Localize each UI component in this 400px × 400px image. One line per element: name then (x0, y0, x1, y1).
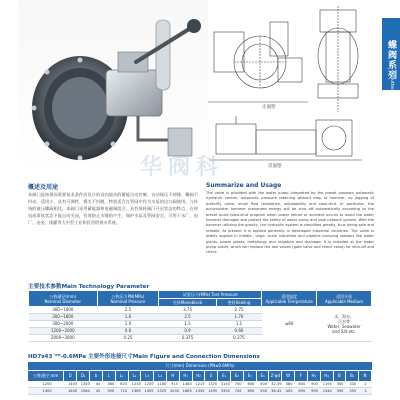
cell: 745 (234, 388, 242, 393)
dims-column-header: L₃ (141, 371, 154, 381)
tech-table (28, 290, 372, 342)
tech-table-title: 主要技术参数Main Technology Parameter (28, 284, 150, 290)
cell: 1340 (80, 381, 90, 386)
front-view-caption: 正面型 (262, 105, 276, 110)
dims-column-header: L₂ (129, 371, 142, 381)
cell: 390 (107, 388, 115, 393)
dims-column-header: H₄ (321, 371, 334, 381)
dims-header-top: 尺寸(mm) Dimension (PN≤0.6MPa) (28, 362, 372, 370)
cell: 2.5 (159, 314, 216, 321)
dims-table (28, 362, 372, 400)
cell: 500 (260, 381, 268, 386)
cell: 600 (247, 381, 255, 386)
cell: 2 (364, 388, 367, 393)
cell: 2000~3000 (29, 335, 98, 342)
col-pn: 公称压力PN(MPa) Nominal Pressure (97, 291, 159, 307)
cell: 0.6 (97, 328, 159, 335)
cell: 1335 (195, 388, 205, 393)
cell: 1370 (208, 381, 218, 386)
cell: 380 (285, 381, 293, 386)
cell: 620 (120, 381, 127, 386)
cell: 32-39 (271, 381, 282, 386)
cell: 900 (311, 381, 318, 386)
cell: 1200~2000 (29, 328, 98, 335)
cell: 1200 (42, 381, 52, 386)
cell: 0.375 (159, 335, 216, 342)
cell: 700 (234, 381, 242, 386)
series-tab (382, 18, 400, 125)
cell: 1480 (182, 381, 192, 386)
dims-column-header: H (167, 371, 180, 381)
cell: 1255 (144, 381, 154, 386)
cell: 36-42 (271, 388, 282, 393)
cell: 650 (247, 388, 255, 393)
cell: 1405 (68, 381, 78, 386)
cell: 355 (349, 388, 357, 393)
cell: 1560 (80, 388, 90, 393)
cell: 40 (95, 381, 101, 386)
cell: 1455 (144, 388, 154, 393)
dims-column-header: E₁ (218, 371, 231, 381)
cell: 330 (349, 381, 357, 386)
cell: 1180 (157, 381, 167, 386)
cell: 550 (260, 388, 268, 393)
rear-view-caption: 反面型 (268, 164, 282, 169)
cell: 2.75 (216, 307, 262, 314)
dims-column-header: L₁ (116, 371, 129, 381)
dims-column-header: D₁ (77, 371, 90, 381)
cell: 3350 (220, 388, 230, 393)
cell: 1.76 (216, 314, 262, 321)
cell: 350 (336, 381, 344, 386)
cell: 3150 (220, 381, 230, 386)
overview-heading-cn: 概述及用途 (28, 184, 59, 191)
watermark: 华阀科 (140, 155, 225, 180)
dims-column-header: E (205, 371, 218, 381)
table-row (28, 381, 372, 388)
dims-column-header: N (359, 371, 372, 381)
cell: 1325 (157, 388, 167, 393)
cell: 1.5 (159, 321, 216, 328)
dims-rows (28, 381, 372, 395)
col-seal: 密封Sealing (216, 299, 262, 307)
dims-column-header: H₁ (180, 371, 193, 381)
temp-value: ≤80 (262, 307, 317, 342)
cell: 1400 (42, 388, 52, 393)
dims-column-header: b (90, 371, 103, 381)
cell: 1.6 (97, 314, 159, 321)
dims-column-header: B (334, 371, 347, 381)
series-title-cn: 蝶阀系列 (386, 40, 396, 80)
cell: 405 (285, 388, 293, 393)
dims-column-header: E₃ (244, 371, 257, 381)
cell: 1630 (68, 388, 78, 393)
medium-value: 水、海水、 污水等 Water, Seawater and Silt etc. (317, 307, 372, 342)
dims-table-title: HD7s43´⁰ᴴ-0.6MPa 主要外形连接尺寸Main Figure and Connection Dimensions (28, 354, 260, 360)
front-view-drawing (208, 14, 308, 114)
cell: 395 (336, 388, 344, 393)
cell: 1665 (182, 388, 192, 393)
col-shell: 壳体Monoblock (159, 299, 216, 307)
dims-column-header: L (103, 371, 116, 381)
overview-body-cn: 本阀门是按现场需要技术条件而设计的双向流动的蓄能自动控制、自动保压不掉锤、蝶阀不抖动、适用小、具有可调性、慢关不抖跳，特别适合在管网中作为水泵的出口阀使用。与传统的液压蝶阀相比，本阀门采用蓄能器和电磁阀组合，具有保持阀门开启状态的特点，在停电或事故状态下能自动关闭，有效防止水锤的产生，保护水泵及管网安全。可用于水厂、电厂、冶金、排灌等大中型工业和民用给排水系统。 (28, 192, 198, 225)
cell: 1.1 (216, 321, 262, 328)
series-title-en: Butterfly Valve Series (389, 76, 394, 125)
dims-column-header: D (64, 371, 77, 381)
overview-heading-en: Summarize and Usage (206, 182, 282, 189)
cell: 710 (120, 388, 127, 393)
cell: 600 (298, 381, 306, 386)
overview-body-en: The valve is provided with the water pump integrated by the preset program automatic hydraulic control, automatic pressure retaining without drop of hammer, no jogging of butterfly valve, small flow resistance, adjustability and slow-shut. In particular, the accumulator hammer prevented energy will be shut off automatically according to the preset quick-/slow-shut program when power failure or accident occurs to avoid the water hammer damages and protect the safety of water pump and pipe network system. With the hammer utilizing the gravity, the hydraulic system is simplified greatly, thus being safe and reliable. At present it is applied generally in developed industrial countries. The valve is widely applied in middle-, large- scale industries and pipeline pumping stations like water plants, power plants, metallurgy and irrigation and drainage. It is installed at the water pump outlet, which can replace the two valves (gate valve and check valve) for shut-off and check. (206, 191, 374, 255)
col-test: 试验压力(MPa) Test Pressure (159, 291, 262, 299)
cell: 0.275 (216, 335, 262, 342)
cell: 300~1800 (29, 314, 98, 321)
col-temp: 适用温度 Applicable Temperature (262, 291, 317, 307)
dims-column-header: W (282, 371, 295, 381)
cell: 1235 (131, 381, 141, 386)
dims-column-header: E₂ (231, 371, 244, 381)
cell: 1195 (322, 381, 332, 386)
cell: 1495 (208, 388, 218, 393)
cell: 1.0 (97, 321, 159, 328)
dims-column-header: E₄ (257, 371, 270, 381)
product-photo (18, 0, 208, 172)
cell: 990 (311, 388, 318, 393)
col-dn: 公称通径(mm) Nominal Diameter (29, 291, 98, 307)
dims-column-header: B₁ (346, 371, 359, 381)
cell: 2.5 (97, 307, 159, 314)
cell: 1215 (195, 381, 205, 386)
cell: 1385 (131, 388, 141, 393)
cell: 300~1000 (29, 307, 98, 314)
cell: 0.25 (97, 335, 159, 342)
rear-view-drawing (206, 114, 366, 170)
cell: 915 (171, 381, 178, 386)
dims-column-header: H₃ (308, 371, 321, 381)
dims-column-header: F (295, 371, 308, 381)
dims-column-header: Z-φd (269, 371, 282, 381)
cell: 42 (95, 388, 101, 393)
side-elevation-drawing (312, 4, 370, 116)
cell: 360 (107, 381, 115, 386)
cell: 2 (364, 381, 367, 386)
cell: 690 (298, 388, 306, 393)
dims-column-header: H₂ (193, 371, 206, 381)
cell: 1340 (322, 388, 332, 393)
cell: 3.75 (159, 307, 216, 314)
dims-column-header: L₄ (154, 371, 167, 381)
dims-column-header: 公称通径 mm (28, 371, 64, 381)
cell: 0.9 (159, 328, 216, 335)
cell: 1030 (169, 388, 180, 393)
table-row (28, 388, 372, 395)
cell: 0.66 (216, 328, 262, 335)
table-row (29, 307, 372, 314)
col-medium: 适用介质 Applicable Medium (317, 291, 372, 307)
dims-column-headers (28, 371, 372, 381)
cell: 300~2000 (29, 321, 98, 328)
